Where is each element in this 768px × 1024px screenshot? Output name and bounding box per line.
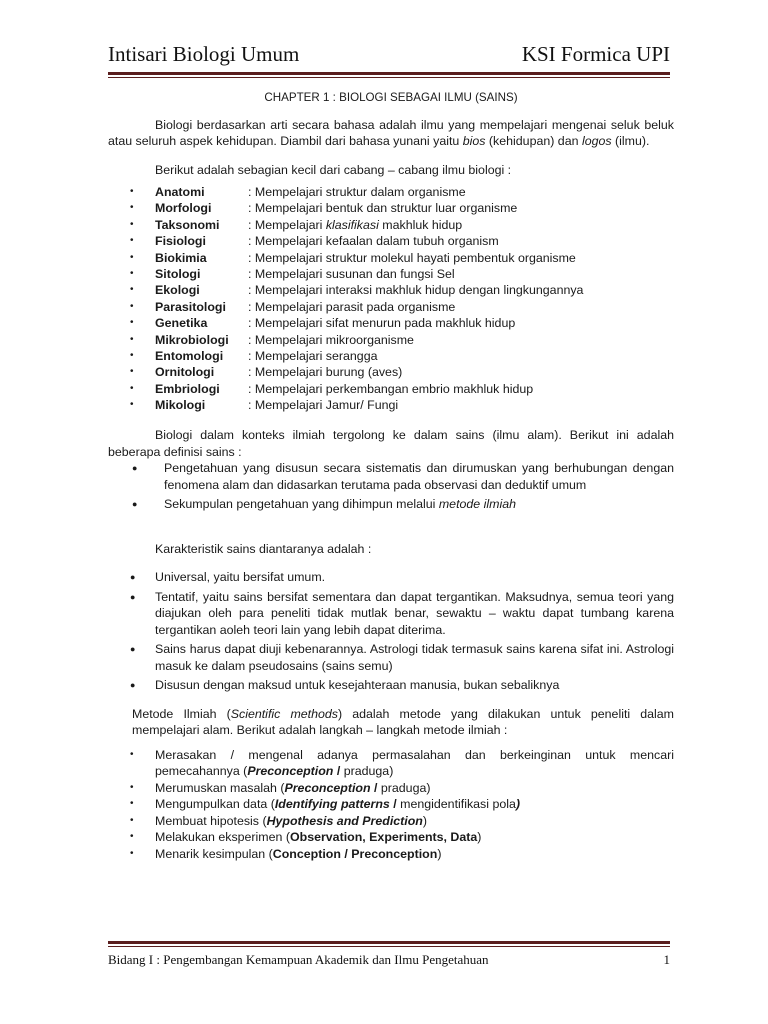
definition-item	[108, 496, 674, 513]
branch-term: Parasitologi	[155, 299, 226, 314]
footer-rule-thick	[108, 941, 670, 944]
branch-term: Sitologi	[155, 266, 201, 281]
definition-text: Sekumpulan pengetahuan yang dihimpun melalui	[164, 497, 439, 512]
branch-desc: : Mempelajari struktur dalam organisme	[248, 185, 466, 199]
page-number: 1	[663, 952, 670, 967]
branch-term: Fisiologi	[155, 234, 206, 249]
branch-desc: : Mempelajari burung (aves)	[248, 365, 403, 380]
sains-intro: Biologi dalam konteks ilmiah tergolong ke dalam sains (ilmu alam). Berikut ini adalah beberapa definisi sains :	[108, 428, 674, 459]
method-step	[108, 846, 674, 863]
branch-item	[108, 233, 674, 249]
branch-item	[108, 381, 674, 397]
step-text: )	[477, 830, 482, 845]
method-text-2: ) adalah metode yang dilakukan untuk peneliti dalam mempelajari alam. Berikut adalah langkah – langkah metode ilmiah :	[132, 706, 675, 738]
step-text: )	[437, 846, 442, 861]
branch-item	[108, 348, 674, 364]
branch-desc: : Mempelajari perkembangan embrio makhluk hidup	[248, 381, 534, 396]
method-step	[108, 829, 674, 846]
method-text-1: Metode Ilmiah (	[132, 706, 231, 721]
branch-term: Biokimia	[155, 250, 207, 265]
branch-term: Morfologi	[155, 201, 212, 216]
footer-section: Bidang I : Pengembangan Kemampuan Akademik dan Ilmu Pengetahuan	[108, 952, 489, 967]
intro-text-3: (ilmu).	[611, 134, 650, 148]
branch-desc: : Mempelajari mikroorganisme	[248, 332, 414, 347]
characteristic-item: ● Tentatif, yaitu sains bersifat sementara dan dapat tergantikan. Maksudnya, semua teori yang diajukan oleh para peneliti tidak mutlak benar, sewaktu – waktu dapat tumbang karena tergantikan aoleh teori lain yang lebih dapat diterima.	[108, 589, 674, 639]
header-publisher: KSI Formica UPI	[521, 42, 670, 66]
branch-term: Genetika	[155, 316, 208, 331]
branch-item	[108, 200, 674, 216]
definition-italic: metode ilmiah	[438, 497, 516, 512]
step-text: mengidentifikasi pola	[400, 797, 516, 812]
step-text: Menarik kesimpulan (	[155, 846, 273, 861]
branch-term: Mikrobiologi	[155, 332, 229, 347]
intro-term-bios: bios	[462, 134, 486, 148]
step-term: Preconception	[284, 780, 371, 795]
step-text: Mengumpulkan data (	[155, 797, 275, 812]
step-sep: /	[333, 764, 344, 779]
branches-intro: Berikut adalah sebagian kecil dari cabang – cabang ilmu biologi :	[155, 162, 512, 177]
step-text: praduga	[343, 764, 390, 779]
definitions-list	[108, 460, 674, 513]
branch-item	[108, 315, 674, 331]
branch-desc: : Mempelajari sifat menurun pada makhluk hidup	[248, 316, 516, 331]
branch-item	[108, 217, 674, 233]
branch-item	[108, 282, 674, 298]
branch-term: Taksonomi	[155, 217, 220, 232]
header-rule-thin	[108, 77, 670, 78]
method-steps-list	[108, 747, 674, 863]
step-term: Observation, Experiments, Data	[289, 830, 478, 845]
branch-desc: : Mempelajari Jamur/ Fungi	[248, 398, 399, 413]
branch-item	[108, 266, 674, 282]
branches-list	[108, 184, 674, 413]
method-term: Scientific methods	[230, 706, 338, 721]
branch-item	[108, 332, 674, 348]
intro-text-1: Biologi berdasarkan arti secara bahasa adalah ilmu yang mempelajari mengenai seluk beluk atau seluruh aspek kehidupan. Diambil dari bahasa yunani yaitu	[108, 117, 674, 148]
step-text: )	[389, 764, 394, 779]
step-text: )	[515, 797, 521, 812]
characteristics-list	[108, 569, 674, 694]
step-sep: /	[389, 797, 401, 812]
characteristic-item: ● Disusun dengan maksud untuk kesejahteraan manusia, bukan sebaliknya	[108, 677, 674, 694]
step-text: Merumuskan masalah (	[155, 780, 285, 795]
characteristics-intro: Karakteristik sains diantaranya adalah :	[155, 541, 372, 556]
branch-item	[108, 364, 674, 380]
step-term: Hypothesis and Prediction	[266, 813, 423, 828]
intro-paragraph	[108, 117, 674, 150]
branch-term: Ekologi	[155, 283, 200, 298]
step-text: )	[422, 813, 428, 828]
step-term: Identifying patterns	[274, 797, 390, 812]
branch-desc: : Mempelajari serangga	[248, 348, 378, 363]
step-text: Melakukan eksperimen (	[155, 830, 290, 845]
definition-item: ● Pengetahuan yang disusun secara sistematis dan dirumuskan yang berhubungan dengan fenomena alam dan didasarkan terutama pada observasi dan deduktif umum	[108, 460, 674, 493]
intro-term-logos: logos	[581, 134, 612, 148]
footer-rule-thin	[108, 946, 670, 947]
branch-desc: : Mempelajari interaksi makhluk hidup dengan lingkungannya	[248, 283, 584, 298]
branch-desc-italic: klasifikasi	[325, 217, 379, 232]
branch-term: Entomologi	[155, 348, 224, 363]
branch-desc: : Mempelajari parasit pada organisme	[248, 299, 456, 314]
page-content	[108, 90, 674, 862]
branch-desc: makhluk hidup	[378, 217, 463, 232]
branch-item	[108, 184, 674, 200]
method-step	[108, 747, 674, 780]
step-term: Preconception	[247, 764, 334, 779]
branch-term: Ornitologi	[155, 365, 215, 380]
branch-item	[108, 250, 674, 266]
header-rule-thick	[108, 72, 670, 75]
branch-item	[108, 397, 674, 413]
branch-term: Anatomi	[155, 185, 205, 199]
step-text: praduga	[380, 780, 427, 795]
header-book-title: Intisari Biologi Umum	[108, 42, 300, 66]
method-step	[108, 780, 674, 797]
branch-term: Embriologi	[155, 381, 220, 396]
chapter-title: CHAPTER 1 : BIOLOGI SEBAGAI ILMU (SAINS)	[264, 91, 518, 104]
branch-item	[108, 299, 674, 315]
method-intro	[108, 706, 674, 739]
characteristic-item: ● Sains harus dapat diuji kebenarannya. Astrologi tidak termasuk sains karena sifat ini. Astrologi masuk ke dalam pseudosains (sains semu)	[108, 641, 674, 674]
branch-desc: : Mempelajari struktur molekul hayati pembentuk organisme	[248, 250, 576, 265]
branch-desc: : Mempelajari	[248, 217, 326, 232]
step-text: Merasakan / mengenal adanya permasalahan dan berkeinginan untuk mencari pemecahannya (	[155, 747, 674, 779]
branch-desc: : Mempelajari bentuk dan struktur luar organisme	[248, 201, 518, 216]
intro-text-2: (kehidupan) dan	[485, 134, 582, 148]
step-sep: /	[370, 780, 381, 795]
method-step	[108, 796, 674, 813]
branch-term: Mikologi	[155, 398, 206, 413]
page-header	[108, 42, 670, 70]
branch-desc: : Mempelajari kefaalan dalam tubuh organism	[248, 234, 499, 249]
characteristic-item: ● Universal, yaitu bersifat umum.	[108, 569, 674, 586]
step-term: Conception / Preconception	[272, 846, 438, 861]
method-step	[108, 813, 674, 830]
branch-desc: : Mempelajari susunan dan fungsi Sel	[248, 266, 455, 281]
step-text: Membuat hipotesis (	[155, 813, 267, 828]
step-text: )	[426, 780, 431, 795]
